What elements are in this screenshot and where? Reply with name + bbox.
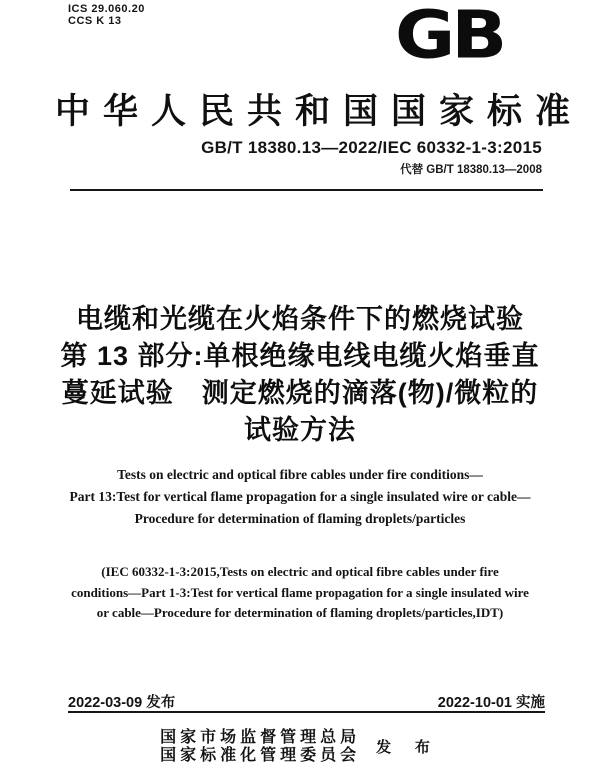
ics-code: ICS 29.060.20: [68, 3, 145, 15]
authority-line-1: 国家市场监督管理总局: [160, 729, 361, 746]
authority-names: [160, 729, 360, 764]
gb-logo-icon: [395, 4, 530, 70]
issue-date: 2022-03-09 发布: [68, 695, 176, 711]
iec-note-line-3: or cable—Procedure for determination of flaming droplets/particles,IDT): [96, 605, 504, 620]
subject-cn-line-1: 电缆和光缆在火焰条件下的燃烧试验: [76, 304, 524, 334]
subject-en-line-1: Tests on electric and optical fibre cables under fire conditions—: [117, 467, 483, 482]
gb-logo-text: GB: [395, 4, 504, 70]
publish-label: 发 布: [376, 740, 440, 756]
issuing-authority: [0, 729, 600, 764]
implement-date: 2022-10-01 实施: [437, 695, 545, 711]
subject-en-line-2: Part 13:Test for vertical flame propagation for a single insulated wire or cable—: [69, 489, 531, 504]
footer-divider: [68, 711, 545, 713]
dates-row: [68, 691, 545, 712]
authority-line-2: 国家标准化管理委员会: [160, 746, 361, 764]
iec-note-line-1: (IEC 60332-1-3:2015,Tests on electric and optical fibre cables under fire: [101, 564, 499, 579]
subject-en-line-3: Procedure for determination of flaming droplets/particles: [134, 511, 466, 526]
subject-cn-line-3: 蔓延试验 测定燃烧的滴落(物)/微粒的: [61, 378, 539, 408]
iec-identity-note: [35, 562, 565, 624]
subject-cn-line-2: 第 13 部分:单根绝缘电线电缆火焰垂直: [60, 341, 540, 371]
standard-number: GB/T 18380.13—2022/IEC 60332-1-3:2015: [201, 138, 542, 157]
national-standard-title: 中华人民共和国国家标准: [55, 92, 584, 131]
ccs-code: CCS K 13: [68, 15, 122, 27]
classification-codes: [68, 3, 145, 27]
replaces-note: 代替 GB/T 18380.13—2008: [400, 164, 542, 176]
subject-title-en: [30, 464, 570, 530]
iec-note-line-2: conditions—Part 1-3:Test for vertical flame propagation for a single insulated wire: [71, 584, 529, 600]
subject-cn-line-4: 试验方法: [244, 415, 356, 445]
subject-title-cn: [20, 301, 580, 449]
header-divider: [70, 189, 543, 191]
